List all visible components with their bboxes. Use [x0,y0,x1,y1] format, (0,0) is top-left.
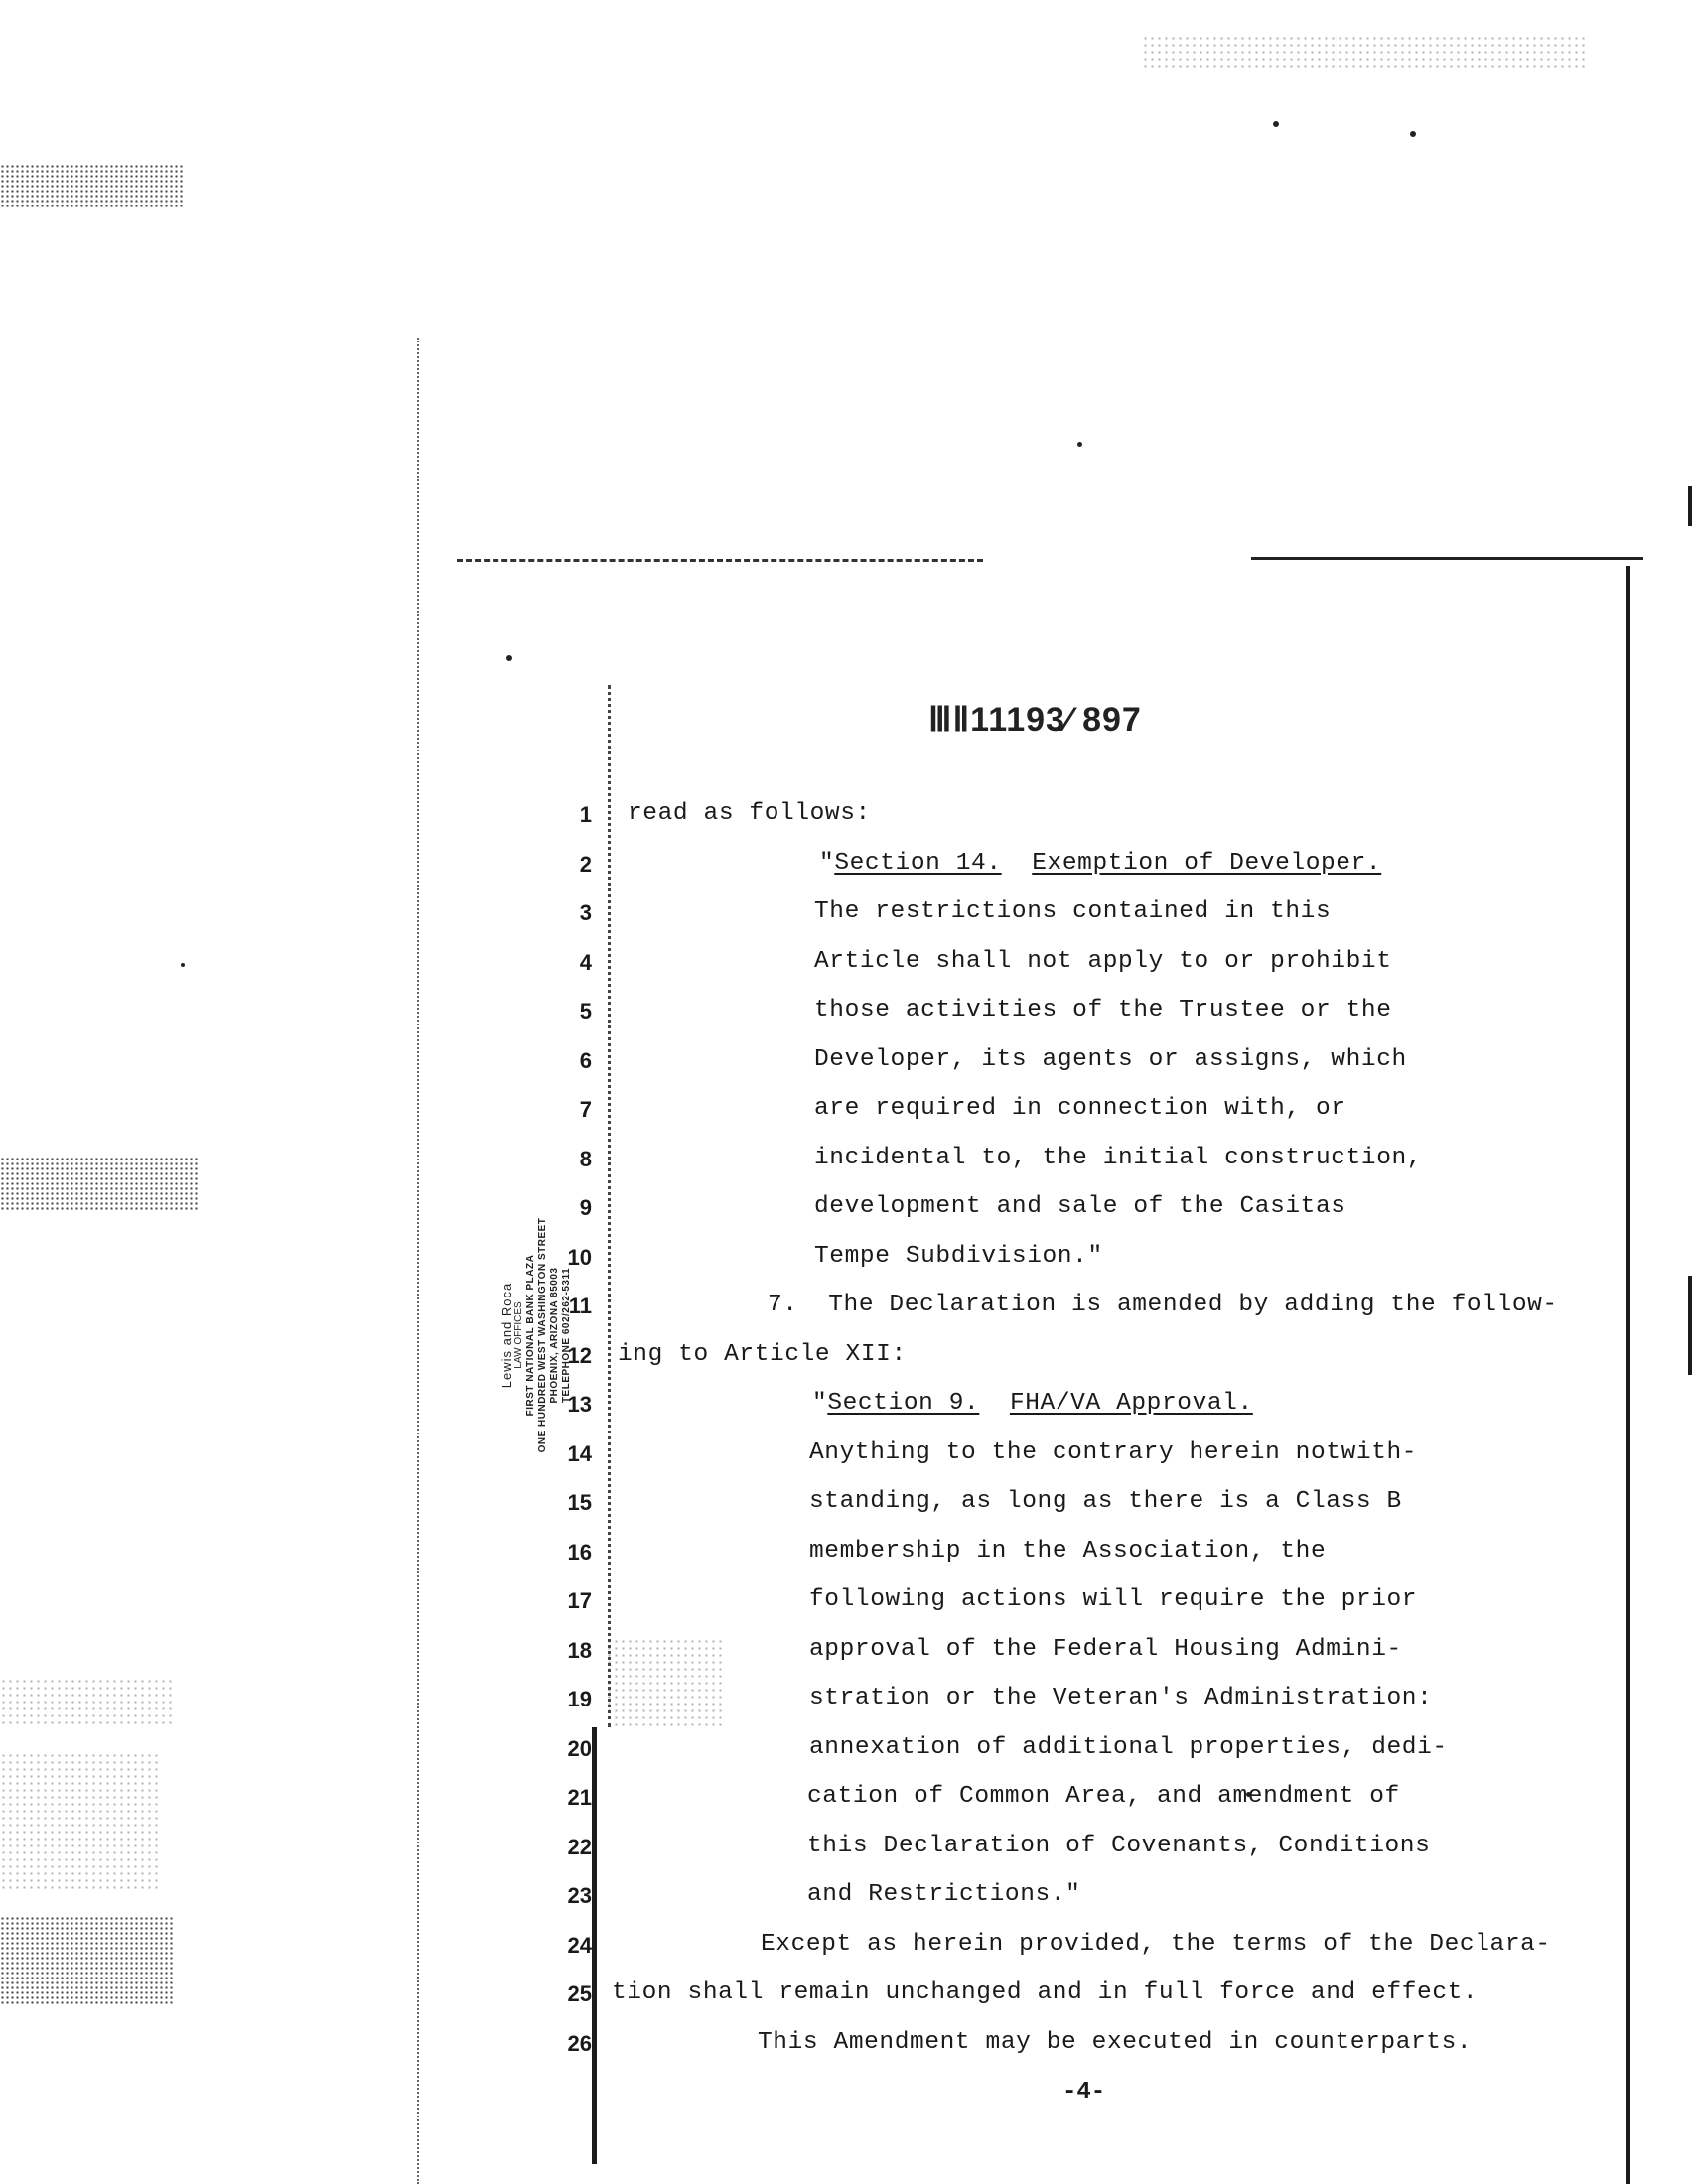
line-number: 6 [579,1048,592,1073]
line-number: 3 [579,900,592,925]
line-number: 23 [567,1883,592,1908]
scan-speck [1273,121,1279,127]
body-line: Anything to the contrary herein notwith- [809,1439,1418,1466]
stamp-line: ONE HUNDRED WEST WASHINGTON STREET [537,1217,548,1453]
body-line: are required in connection with, or [814,1095,1346,1122]
quote-mark: " [812,1390,828,1417]
body-line: and Restrictions." [807,1881,1081,1908]
line-number: 12 [567,1343,592,1368]
line-number-rule [608,685,611,1727]
scan-noise [0,1752,159,1891]
body-line: standing, as long as there is a Class B [809,1488,1402,1515]
scan-noise [1142,35,1589,69]
recording-number: ⅢⅡ11193⁄ 897 [928,701,1142,739]
scan-speck [181,963,185,967]
line-number: 15 [567,1490,592,1515]
left-margin-dots [417,338,419,2184]
line-number: 16 [567,1540,592,1565]
body-line: this Declaration of Covenants, Conditions [807,1833,1431,1859]
section-label: Section 14. [834,850,1002,877]
scan-speck [506,655,512,661]
line-number: 19 [567,1687,592,1711]
body-line: those activities of the Trustee or the [814,997,1392,1024]
line-number: 11 [568,1294,592,1318]
line-number: 25 [567,1981,592,2006]
line-number: 4 [579,950,592,975]
line-number: 13 [567,1392,592,1417]
body-line: ing to Article XII: [618,1341,907,1368]
body-line: This Amendment may be executed in counterparts. [758,2029,1473,2056]
scan-noise [0,1678,174,1727]
section-9-heading [812,1390,1253,1417]
body-line: annexation of additional properties, dedi- [809,1734,1448,1761]
scan-speck [1077,442,1082,447]
body-line: 7. The Declaration is amended by adding the follow- [768,1292,1558,1318]
line-number: 2 [579,852,592,877]
body-line: membership in the Association, the [809,1538,1327,1565]
top-frame-rule-right [1251,557,1643,560]
section-label: Section 9. [827,1390,980,1417]
top-frame-rule [457,559,983,562]
body-line: read as follows: [628,800,871,827]
line-number: 1 [579,802,592,827]
quote-mark: " [819,850,835,877]
scan-noise [606,1638,725,1727]
line-number: 9 [579,1195,592,1220]
line-number: 20 [567,1736,592,1761]
scan-speck [1410,131,1416,137]
body-line: tion shall remain unchanged and in full force and effect. [612,1979,1479,2006]
line-number: 8 [579,1147,592,1171]
body-line: development and sale of the Casitas [814,1193,1346,1220]
line-number: 18 [567,1638,592,1663]
body-line: Article shall not apply to or prohibit [814,948,1392,975]
stamp-line: TELEPHONE 602/262-5311 [561,1267,572,1404]
body-line: incidental to, the initial construction, [814,1145,1423,1171]
right-edge-mark [1688,486,1692,526]
page-number: -4- [1062,2079,1106,2106]
right-edge-mark [1688,1276,1692,1375]
scan-noise [0,164,184,208]
section-14-heading [819,850,1381,877]
line-number: 7 [579,1097,592,1122]
line-number-rule [592,1727,597,2164]
scan-noise [0,1157,199,1211]
line-number: 24 [567,1933,592,1958]
line-number: 22 [567,1835,592,1859]
line-number: 26 [567,2031,592,2056]
body-line: Except as herein provided, the terms of the Declara- [761,1931,1551,1958]
line-number: 10 [567,1245,592,1270]
section-title: Exemption of Developer. [1032,850,1382,877]
stamp-firm-name: Lewis and Roca [499,1282,514,1389]
body-line: approval of the Federal Housing Admini- [809,1636,1402,1663]
stamp-line: LAW OFFICES [513,1301,524,1369]
law-firm-stamp [501,1196,573,1474]
line-number: 17 [567,1588,592,1613]
line-number: 21 [567,1785,592,1810]
body-line: stration or the Veteran's Administration: [809,1685,1433,1711]
stamp-line: PHOENIX, ARIZONA 85003 [549,1267,560,1404]
body-line: following actions will require the prior [809,1586,1418,1613]
scan-noise [0,1916,174,2005]
right-frame-rule [1626,566,1630,2184]
body-line: Tempe Subdivision." [814,1243,1103,1270]
line-number: 5 [579,999,592,1024]
body-line: The restrictions contained in this [814,898,1332,925]
body-line: Developer, its agents or assigns, which [814,1046,1407,1073]
line-number: 14 [567,1441,592,1466]
body-line: cation of Common Area, and amendment of [807,1783,1400,1810]
stamp-line: FIRST NATIONAL BANK PLAZA [525,1254,536,1417]
section-title: FHA/VA Approval. [1009,1390,1253,1417]
